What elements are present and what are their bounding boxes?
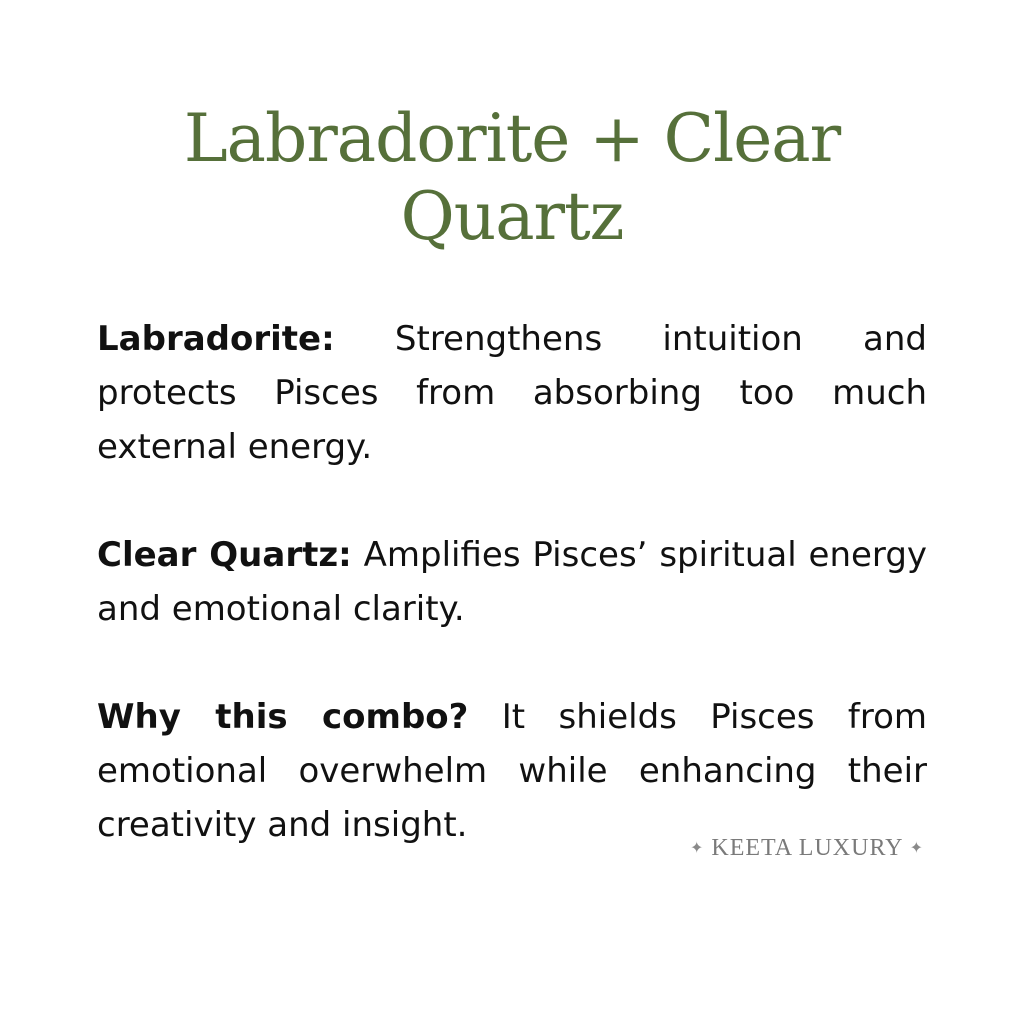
brand-name: KEETA LUXURY bbox=[711, 835, 903, 861]
section-lead: Why this combo? bbox=[97, 697, 469, 737]
page-title: Labradorite + Clear Quartz bbox=[183, 100, 841, 255]
section-body: Amplifies Pisces’ spiritual energy and emotional clarity. bbox=[97, 535, 928, 629]
section-clear-quartz bbox=[97, 528, 927, 636]
section-why-combo bbox=[97, 690, 927, 852]
section-lead: Clear Quartz: bbox=[97, 535, 352, 575]
content bbox=[97, 312, 927, 852]
section-labradorite bbox=[97, 312, 927, 474]
section-lead: Labradorite: bbox=[97, 319, 335, 359]
section-body: It shields Pisces from emotional overwhelm while enhancing their creativity and insight. bbox=[97, 697, 927, 845]
brand-signature bbox=[690, 832, 980, 865]
sparkle-icon: ✦ bbox=[690, 840, 705, 857]
sparkle-icon: ✦ bbox=[909, 840, 924, 857]
section-body: Strengthens intuition and protects Pisces from absorbing too much external energy. bbox=[97, 319, 927, 467]
